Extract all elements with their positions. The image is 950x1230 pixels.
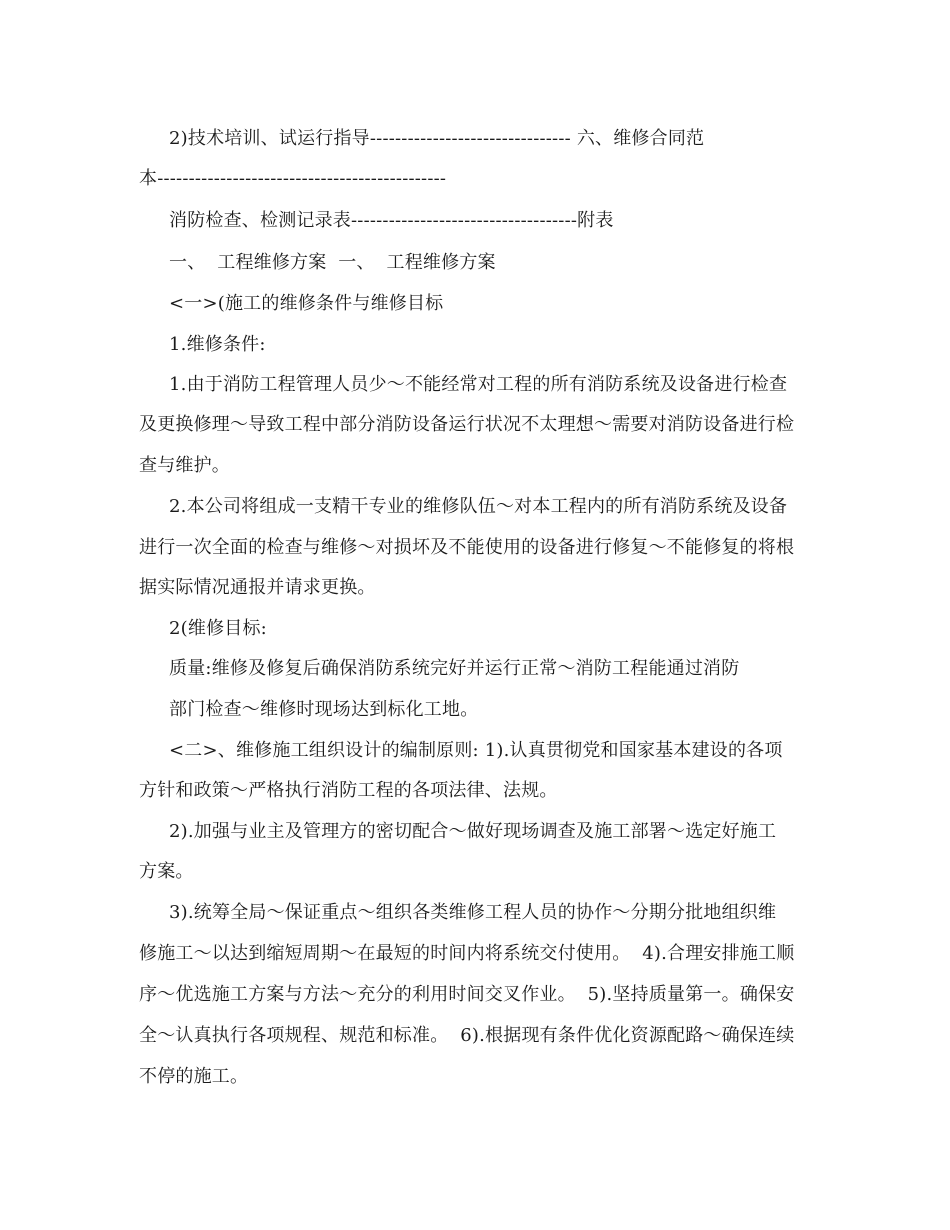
item-heading: 2(维修目标: [169, 618, 267, 639]
text-line: 序～优选施工方案与方法～充分的利用时间交叉作业。 5).坚持质量第一。确保安 [139, 984, 795, 1005]
text-line: 进行一次全面的检查与维修～对损坏及不能使用的设备进行修复～不能修复的将根 [139, 537, 795, 558]
text-line: 消防检查、检测记录表------------------------------------附表 [169, 210, 614, 231]
text-line: 方案。 [139, 861, 194, 882]
text-line: 2.本公司将组成一支精干专业的维修队伍～对本工程内的所有消防系统及设备 [169, 496, 788, 517]
text-line: 全～认真执行各项规程、规范和标准。 6).根据现有条件优化资源配路～确保连续 [139, 1025, 795, 1046]
text-line: 据实际情况通报并请求更换。 [139, 577, 376, 598]
text-line: 2).加强与业主及管理方的密切配合～做好现场调查及施工部署～选定好施工 [169, 821, 777, 842]
text-line: 及更换修理～导致工程中部分消防设备运行状况不太理想～需要对消防设备进行检 [139, 414, 795, 435]
text-line: 不停的施工。 [139, 1066, 249, 1087]
text-line: 1.由于消防工程管理人员少～不能经常对工程的所有消防系统及设备进行检查 [169, 374, 788, 395]
text-line: 本---------------------------------------------- [139, 168, 447, 189]
text-line: 部门检查～维修时现场达到标化工地。 [169, 699, 479, 720]
text-line: 3).统筹全局～保证重点～组织各类维修工程人员的协作～分期分批地组织维 [169, 902, 777, 923]
subsection-heading: <一>(施工的维修条件与维修目标 [169, 293, 444, 314]
text-line: <二>、维修施工组织设计的编制原则: 1).认真贯彻党和国家基本建设的各项 [169, 740, 783, 761]
text-line: 方针和政策～严格执行消防工程的各项法律、法规。 [139, 780, 558, 801]
text-line: 2)技术培训、试运行指导-------------------------------- 六、维修合同范 [169, 128, 705, 149]
text-line: 查与维护。 [139, 455, 230, 476]
text-line: 修施工～以达到缩短周期～在最短的时间内将系统交付使用。 4).合理安排施工顺 [139, 943, 795, 964]
section-heading: 一、 工程维修方案 一、 工程维修方案 [169, 252, 496, 273]
item-heading: 1.维修条件: [169, 334, 266, 355]
text-line: 质量:维修及修复后确保消防系统完好并运行正常～消防工程能通过消防 [169, 658, 740, 679]
